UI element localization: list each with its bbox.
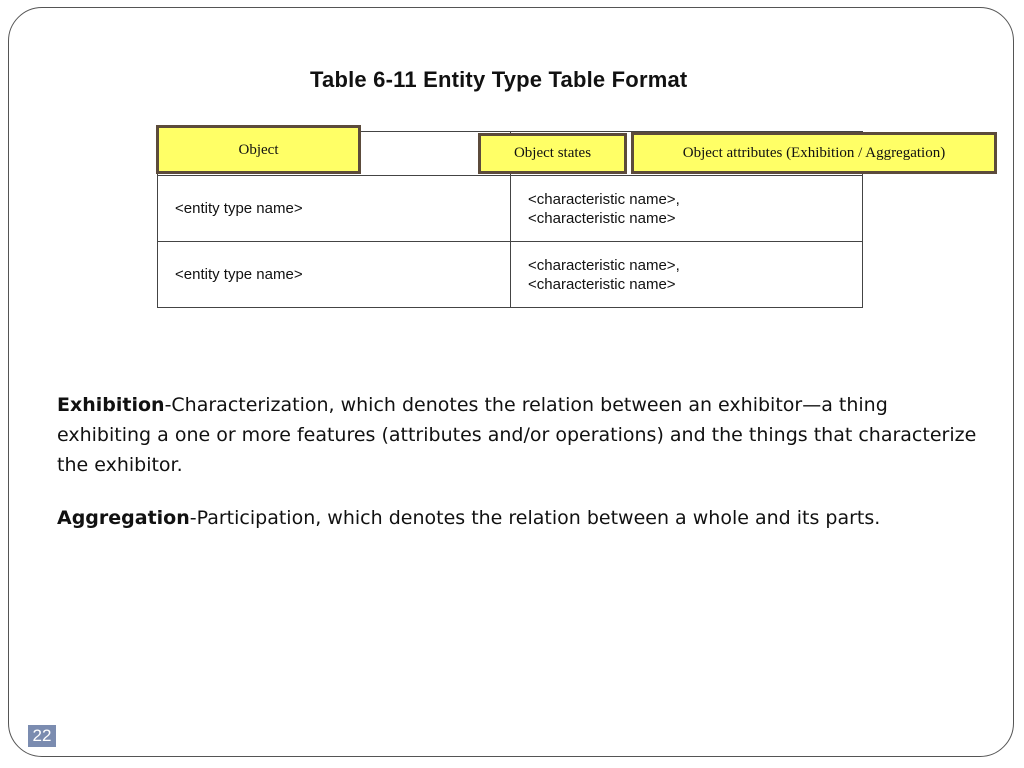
characteristics-cell bbox=[511, 242, 863, 308]
page-number: 22 bbox=[28, 725, 56, 747]
entity-name-cell: <entity type name> bbox=[158, 242, 511, 308]
table-title: Table 6-11 Entity Type Table Format bbox=[310, 67, 688, 92]
callout-object-states: Object states bbox=[478, 133, 627, 174]
characteristic-name: <characteristic name>, bbox=[528, 190, 680, 208]
callout-object-attributes: Object attributes (Exhibition / Aggregation) bbox=[631, 132, 997, 174]
exhibition-paragraph bbox=[57, 390, 977, 480]
characteristic-name: <characteristic name> bbox=[528, 275, 676, 293]
term-aggregation: Aggregation bbox=[57, 507, 190, 529]
entity-name-cell: <entity type name> bbox=[158, 176, 511, 242]
table-row bbox=[158, 242, 863, 308]
callout-object: Object bbox=[156, 125, 361, 174]
aggregation-definition: -Participation, which denotes the relation between a whole and its parts. bbox=[189, 507, 881, 529]
slide-frame bbox=[8, 7, 1014, 757]
aggregation-paragraph bbox=[57, 503, 977, 533]
exhibition-definition: -Characterization, which denotes the relation between an exhibitor—a thing exhibiting a one or more features (attributes and/or operations) and the things that characterize the exhibitor. bbox=[57, 394, 977, 476]
characteristic-name: <characteristic name> bbox=[528, 209, 676, 227]
characteristic-name: <characteristic name>, bbox=[528, 256, 680, 274]
table-row bbox=[158, 176, 863, 242]
term-exhibition: Exhibition bbox=[57, 394, 165, 416]
characteristics-cell bbox=[511, 176, 863, 242]
